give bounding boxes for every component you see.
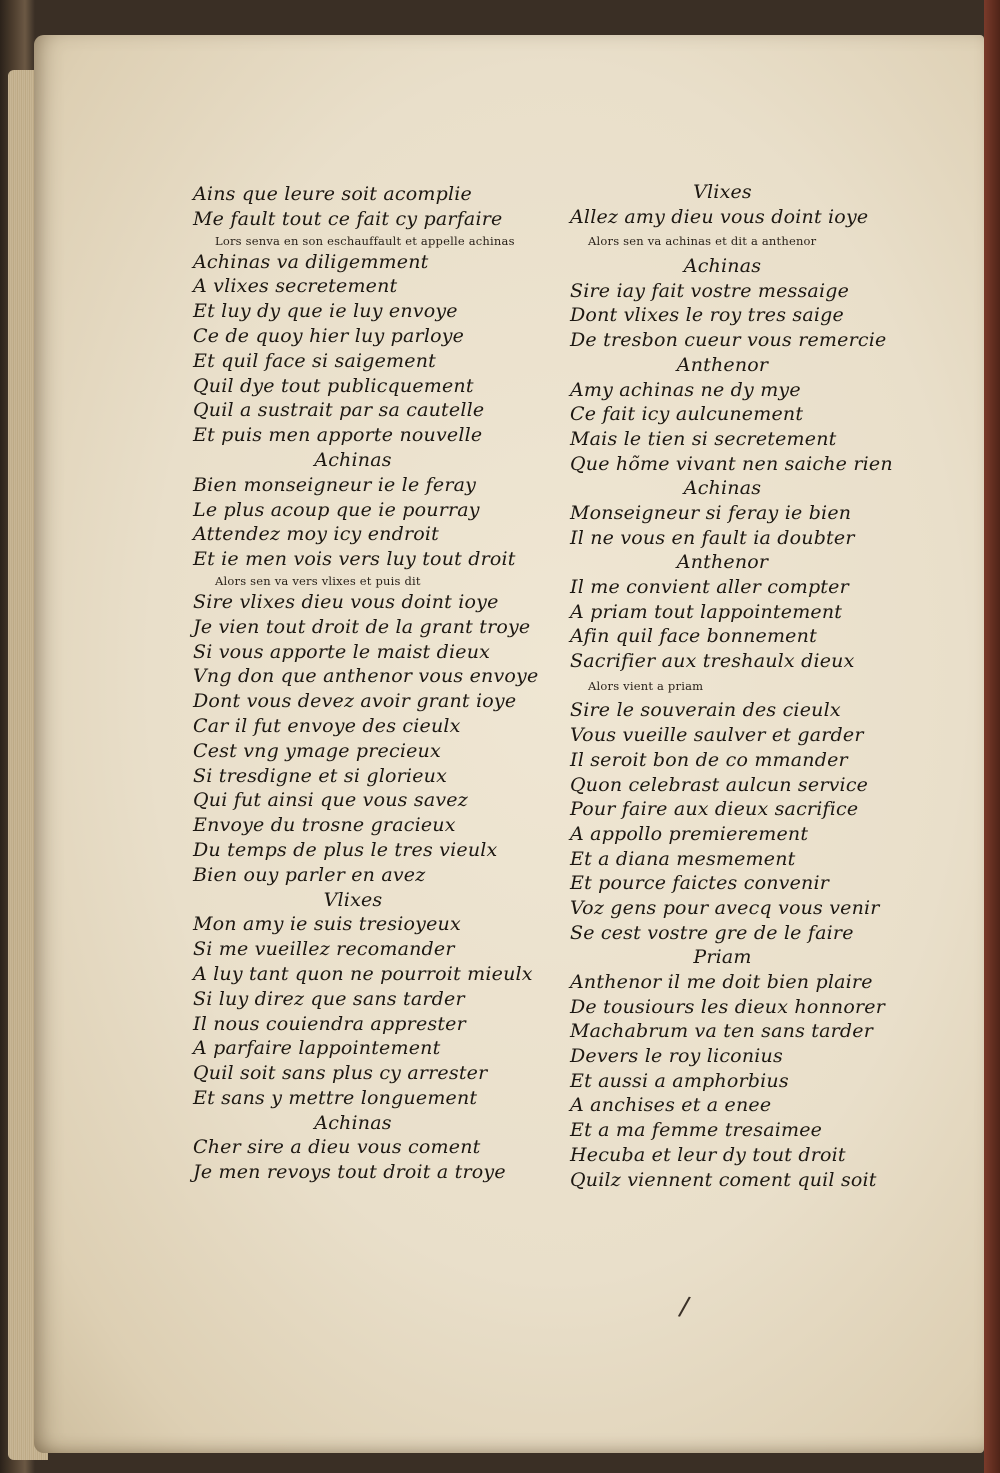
verse-line: Et a diana mesmement: [570, 847, 796, 870]
verse-line: Bien monseigneur ie le feray: [193, 473, 477, 496]
speaker-name: Priam: [693, 946, 752, 969]
stage-direction: Alors sen va vers vlixes et puis dit: [215, 573, 421, 588]
verse-line: Du temps de plus le tres vieulx: [193, 838, 498, 861]
verse-line: Mais le tien si secretement: [570, 427, 837, 450]
verse-line: Vous vueille saulver et garder: [570, 724, 864, 747]
verse-line: Et luy dy que ie luy envoye: [193, 300, 458, 323]
left-column: [193, 182, 553, 1185]
verse-line: Dont vous devez avoir grant ioye: [193, 690, 517, 713]
speaker-name: Achinas: [683, 477, 762, 500]
verse-line: Et aussi a amphorbius: [570, 1069, 789, 1092]
verse-line: Se cest vostre gre de le faire: [570, 921, 854, 944]
verse-line: Et pource faictes convenir: [570, 872, 830, 895]
verse-line: Afin quil face bonnement: [570, 625, 817, 648]
verse-line: Me fault tout ce fait cy parfaire: [193, 207, 503, 230]
verse-line: Achinas va diligemment: [193, 250, 429, 273]
stage-direction: Lors senva en son eschauffault et appelle achinas: [215, 233, 515, 248]
verse-line: Que hõme vivant nen saiche rien: [570, 452, 893, 475]
verse-line: Sire vlixes dieu vous doint ioye: [193, 590, 499, 613]
verse-line: Mon amy ie suis tresioyeux: [193, 913, 461, 936]
verse-line: Quil a sustrait par sa cautelle: [193, 399, 485, 422]
verse-line: Et sans y mettre longuement: [193, 1086, 478, 1109]
speaker-name: Anthenor: [676, 551, 769, 574]
verse-line: Pour faire aux dieux sacrifice: [570, 798, 859, 821]
verse-line: Il me convient aller compter: [570, 576, 849, 598]
verse-line: Il seroit bon de co mmander: [570, 748, 848, 771]
verse-line: Qui fut ainsi que vous savez: [193, 789, 468, 812]
verse-line: Et a ma femme tresaimee: [570, 1119, 823, 1142]
speaker-name: Achinas: [683, 255, 762, 278]
verse-line: Devers le roy liconius: [570, 1045, 783, 1068]
verse-line: Il nous couiendra apprester: [193, 1012, 466, 1035]
verse-line: Quilz viennent coment quil soit: [570, 1168, 877, 1191]
verse-line: Je vien tout droit de la grant troye: [193, 615, 531, 638]
speaker-name: Vlixes: [693, 181, 752, 203]
stage-direction: Alors vient a priam: [588, 678, 704, 693]
verse-line: Ce fait icy aulcunement: [570, 403, 804, 426]
verse-line: Et ie men vois vers luy tout droit: [193, 548, 516, 571]
speaker-name: Vlixes: [323, 888, 383, 911]
verse-line: A priam tout lappointement: [570, 600, 843, 623]
verse-line: Car il fut envoye des cieulx: [193, 714, 461, 737]
verse-line: De tresbon cueur vous remercie: [570, 329, 887, 352]
verse-line: Machabrum va ten sans tarder: [570, 1020, 874, 1043]
verse-line: Cher sire a dieu vous coment: [193, 1136, 481, 1159]
verse-line: Sacrifier aux treshaulx dieux: [570, 650, 855, 673]
verse-line: Si me vueillez recomander: [193, 938, 455, 961]
verse-line: Le plus acoup que ie pourray: [193, 498, 480, 521]
verse-line: Sire le souverain des cieulx: [570, 699, 841, 722]
verse-line: Quon celebrast aulcun service: [570, 773, 869, 796]
verse-line: Si tresdigne et si glorieux: [193, 764, 447, 787]
verse-line: Quil soit sans plus cy arrester: [193, 1062, 488, 1085]
verse-line: Envoye du trosne gracieux: [193, 814, 456, 837]
verse-line: Ce de quoy hier luy parloye: [193, 324, 465, 347]
speaker-name: Achinas: [314, 1111, 392, 1134]
verse-line: Quil dye tout publicquement: [193, 374, 474, 397]
verse-line: Voz gens pour avecq vous venir: [570, 896, 880, 919]
verse-line: Bien ouy parler en avez: [193, 863, 426, 886]
verse-line: Il ne vous en fault ia doubter: [570, 526, 855, 549]
verse-line: Anthenor il me doit bien plaire: [570, 971, 873, 993]
verse-line: A appollo premierement: [570, 822, 809, 845]
verse-line: Amy achinas ne dy mye: [570, 378, 801, 401]
verse-line: De tousiours les dieux honnorer: [570, 995, 885, 1018]
right-column: [570, 180, 915, 1192]
verse-line: Dont vlixes le roy tres saige: [570, 304, 844, 327]
verse-line: A anchises et a enee: [570, 1094, 772, 1117]
verse-line: Sire iay fait vostre messaige: [570, 279, 850, 302]
verse-line: Vng don que anthenor vous envoye: [193, 665, 539, 688]
speaker-name: Anthenor: [676, 353, 769, 376]
verse-line: Allez amy dieu vous doint ioye: [570, 205, 869, 228]
verse-line: Je men revoys tout droit a troye: [193, 1161, 506, 1184]
ink-mark: /: [676, 1291, 692, 1323]
verse-line: A vlixes secretement: [193, 275, 398, 298]
stage-direction: Alors sen va achinas et dit a anthenor: [588, 234, 817, 249]
verse-line: Hecuba et leur dy tout droit: [570, 1143, 846, 1166]
verse-line: Attendez moy icy endroit: [193, 523, 439, 546]
binding-edge: [984, 0, 1000, 1473]
verse-line: Si vous apporte le maist dieux: [193, 640, 491, 663]
verse-line: Monseigneur si feray ie bien: [570, 501, 852, 524]
speaker-name: Achinas: [314, 448, 392, 471]
verse-line: Ains que leure soit acomplie: [193, 183, 472, 205]
verse-line: Et puis men apporte nouvelle: [193, 424, 483, 447]
verse-line: Si luy direz que sans tarder: [193, 987, 465, 1010]
verse-line: Cest vng ymage precieux: [193, 739, 441, 762]
verse-line: A parfaire lappointement: [193, 1037, 441, 1060]
verse-line: Et quil face si saigement: [193, 349, 436, 372]
verse-line: A luy tant quon ne pourroit mieulx: [193, 962, 533, 985]
